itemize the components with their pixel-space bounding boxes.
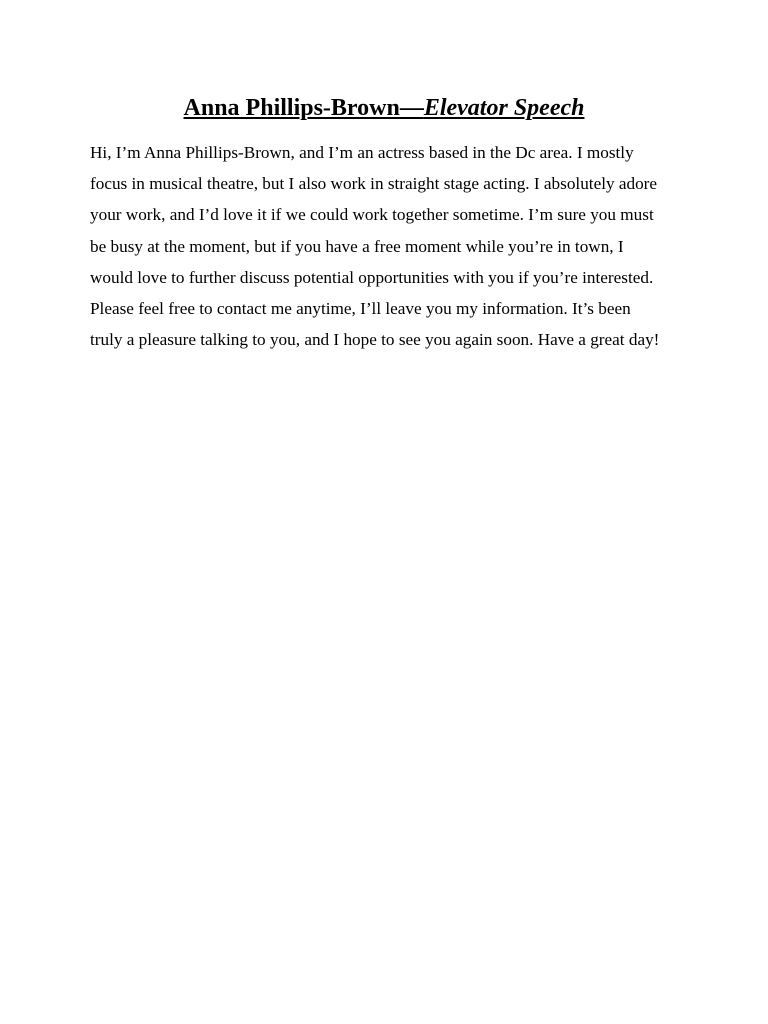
document-title: [0, 92, 768, 124]
paragraph-line: focus in musical theatre, but I also work in straight stage acting. I absolutely adore: [90, 174, 658, 194]
title-subtitle: Elevator Speech: [423, 95, 585, 121]
body-paragraph: [90, 137, 690, 355]
paragraph-line: be busy at the moment, but if you have a free moment while you’re in town, I: [90, 236, 624, 256]
title-name: Anna Phillips-Brown—: [183, 95, 424, 121]
paragraph-line: Please feel free to contact me anytime, I’ll leave you my information. It’s been: [90, 299, 631, 319]
paragraph-line: truly a pleasure talking to you, and I hope to see you again soon. Have a great day!: [90, 330, 660, 350]
paragraph-line: Hi, I’m Anna Phillips-Brown, and I’m an actress based in the Dc area. I mostly: [90, 143, 634, 162]
paragraph-line: your work, and I’d love it if we could work together sometime. I’m sure you must: [90, 205, 654, 225]
paragraph-line: would love to further discuss potential opportunities with you if you’re interested.: [90, 267, 654, 287]
